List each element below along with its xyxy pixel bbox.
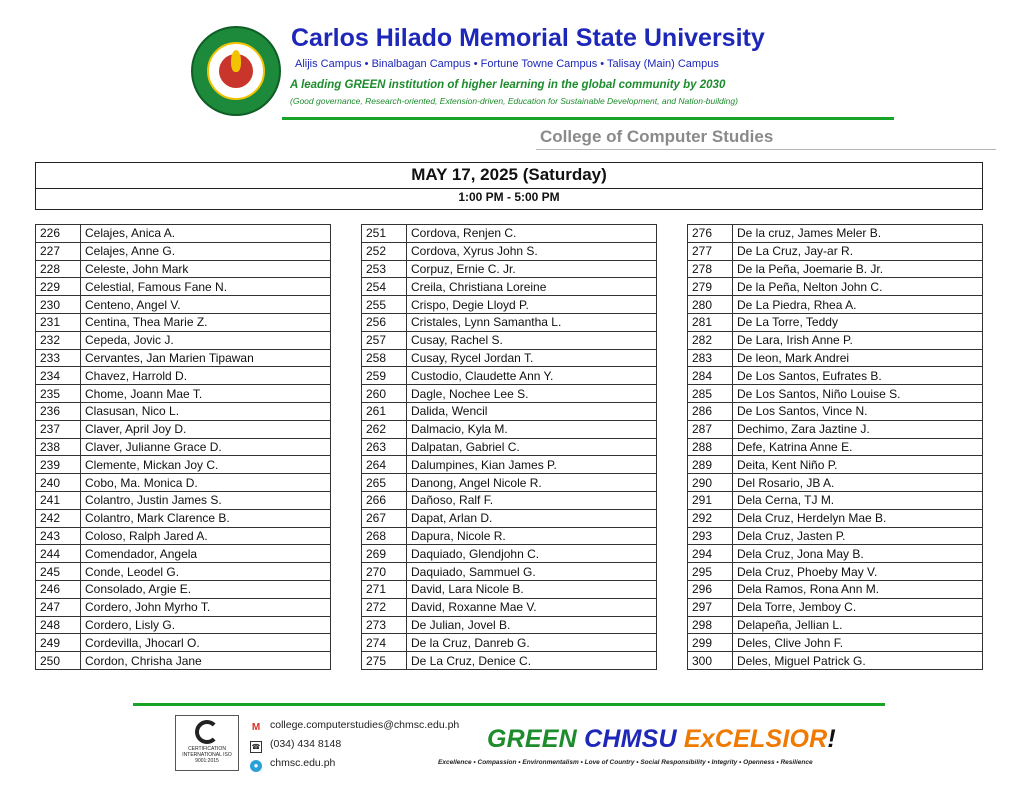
row-number: 244 <box>36 545 81 563</box>
student-name: De Los Santos, Eufrates B. <box>733 367 983 385</box>
email-text: college.computerstudies@chmsc.edu.ph <box>270 719 460 731</box>
student-name: Dalumpines, Kian James P. <box>407 456 657 474</box>
table-row <box>362 474 657 492</box>
student-name: Celestial, Famous Fane N. <box>81 278 331 296</box>
slogan-chmsu: CHMSU <box>584 725 684 753</box>
table-row <box>36 438 331 456</box>
table-row <box>36 652 331 670</box>
student-name: David, Lara Nicole B. <box>407 580 657 598</box>
row-number: 260 <box>362 385 407 403</box>
table-row <box>362 652 657 670</box>
table-row <box>362 438 657 456</box>
student-name: Centina, Thea Marie Z. <box>81 313 331 331</box>
student-name: Colantro, Justin James S. <box>81 491 331 509</box>
row-number: 282 <box>688 331 733 349</box>
row-number: 249 <box>36 634 81 652</box>
row-number: 236 <box>36 402 81 420</box>
schedule-time: 1:00 PM - 5:00 PM <box>458 190 560 204</box>
row-number: 240 <box>36 474 81 492</box>
table-row <box>36 634 331 652</box>
student-name: Cordova, Xyrus John S. <box>407 242 657 260</box>
row-number: 278 <box>688 260 733 278</box>
student-name: Claver, April Joy D. <box>81 420 331 438</box>
table-row <box>362 225 657 243</box>
row-number: 270 <box>362 563 407 581</box>
table-row <box>688 474 983 492</box>
student-name: Dagle, Nochee Lee S. <box>407 385 657 403</box>
row-number: 265 <box>362 474 407 492</box>
row-number: 291 <box>688 491 733 509</box>
table-row <box>688 438 983 456</box>
table-row <box>36 598 331 616</box>
contact-email[interactable] <box>250 719 459 734</box>
student-name: Deles, Miguel Patrick G. <box>733 652 983 670</box>
student-name: Daquiado, Glendjohn C. <box>407 545 657 563</box>
college-name: College of Computer Studies <box>540 127 774 146</box>
table-row <box>362 527 657 545</box>
student-name: Cordero, Lisly G. <box>81 616 331 634</box>
row-number: 296 <box>688 580 733 598</box>
row-number: 268 <box>362 527 407 545</box>
row-number: 292 <box>688 509 733 527</box>
row-number: 245 <box>36 563 81 581</box>
student-name: Claver, Julianne Grace D. <box>81 438 331 456</box>
student-name: De Los Santos, Vince N. <box>733 402 983 420</box>
student-name: De Los Santos, Niño Louise S. <box>733 385 983 403</box>
student-name: Cristales, Lynn Samantha L. <box>407 313 657 331</box>
row-number: 253 <box>362 260 407 278</box>
table-row <box>362 634 657 652</box>
row-number: 228 <box>36 260 81 278</box>
table-row <box>36 278 331 296</box>
slogan <box>487 725 836 754</box>
student-name: Dela Cruz, Jona May B. <box>733 545 983 563</box>
student-name: Clasusan, Nico L. <box>81 402 331 420</box>
row-number: 261 <box>362 402 407 420</box>
student-name: Dela Cruz, Phoeby May V. <box>733 563 983 581</box>
table-row <box>36 563 331 581</box>
row-number: 246 <box>36 580 81 598</box>
student-name: Cordon, Chrisha Jane <box>81 652 331 670</box>
table-row <box>688 563 983 581</box>
slogan-exclamation: ! <box>827 725 836 753</box>
row-number: 297 <box>688 598 733 616</box>
website-text: chmsc.edu.ph <box>270 757 336 769</box>
table-row <box>36 545 331 563</box>
table-row <box>688 225 983 243</box>
schedule-header-box <box>35 162 983 210</box>
row-number: 242 <box>36 509 81 527</box>
table-row <box>362 296 657 314</box>
row-number: 256 <box>362 313 407 331</box>
table-row <box>362 545 657 563</box>
row-number: 237 <box>36 420 81 438</box>
student-name: Corpuz, Ernie C. Jr. <box>407 260 657 278</box>
table-row <box>688 278 983 296</box>
student-name: Conde, Leodel G. <box>81 563 331 581</box>
table-row <box>688 296 983 314</box>
table-row <box>688 402 983 420</box>
page-header <box>0 0 1024 146</box>
table-row <box>688 420 983 438</box>
student-name: De leon, Mark Andrei <box>733 349 983 367</box>
slogan-green: GREEN <box>487 725 585 753</box>
student-name: Cusay, Rycel Jordan T. <box>407 349 657 367</box>
row-number: 259 <box>362 367 407 385</box>
row-number: 250 <box>36 652 81 670</box>
slogan-excelsior: ExCELSIOR <box>683 725 828 753</box>
row-number: 294 <box>688 545 733 563</box>
schedule-divider <box>36 188 982 189</box>
student-name: Cordova, Renjen C. <box>407 225 657 243</box>
student-name: Deles, Clive John F. <box>733 634 983 652</box>
row-number: 247 <box>36 598 81 616</box>
header-divider <box>282 117 894 120</box>
table-row <box>36 474 331 492</box>
row-number: 263 <box>362 438 407 456</box>
student-name: Dela Torre, Jemboy C. <box>733 598 983 616</box>
table-row <box>362 598 657 616</box>
student-name: Celajes, Anne G. <box>81 242 331 260</box>
table-row <box>362 367 657 385</box>
student-name: Celeste, John Mark <box>81 260 331 278</box>
student-name: De La Cruz, Denice C. <box>407 652 657 670</box>
student-name: Cusay, Rachel S. <box>407 331 657 349</box>
table-row <box>688 456 983 474</box>
table-row <box>688 331 983 349</box>
table-row <box>36 402 331 420</box>
student-name: Cobo, Ma. Monica D. <box>81 474 331 492</box>
table-row <box>36 367 331 385</box>
table-row <box>688 367 983 385</box>
row-number: 233 <box>36 349 81 367</box>
student-name: De la Peña, Joemarie B. Jr. <box>733 260 983 278</box>
student-name: Dapat, Arlan D. <box>407 509 657 527</box>
table-row <box>36 491 331 509</box>
table-row <box>36 616 331 634</box>
table-row <box>688 634 983 652</box>
student-name: De La Piedra, Rhea A. <box>733 296 983 314</box>
table-row <box>688 385 983 403</box>
globe-icon: ● <box>250 760 262 772</box>
row-number: 257 <box>362 331 407 349</box>
student-name: Dalpatan, Gabriel C. <box>407 438 657 456</box>
row-number: 298 <box>688 616 733 634</box>
student-name: Danong, Angel Nicole R. <box>407 474 657 492</box>
student-name: David, Roxanne Mae V. <box>407 598 657 616</box>
row-number: 276 <box>688 225 733 243</box>
campus-list: Alijis Campus • Binalbagan Campus • Fortune Towne Campus • Talisay (Main) Campus <box>295 58 719 70</box>
table-row <box>362 260 657 278</box>
table-row <box>362 385 657 403</box>
table-row <box>36 385 331 403</box>
table-row <box>362 331 657 349</box>
table-row <box>36 420 331 438</box>
table-row <box>362 509 657 527</box>
vision-tagline: A leading GREEN institution of higher learning in the global community by 2030 <box>290 79 726 91</box>
row-number: 255 <box>362 296 407 314</box>
table-row <box>688 580 983 598</box>
student-name: Del Rosario, JB A. <box>733 474 983 492</box>
table-row <box>688 349 983 367</box>
seal-inner-ring <box>207 42 265 100</box>
student-name: De la Cruz, Danreb G. <box>407 634 657 652</box>
table-row <box>36 580 331 598</box>
college-underline <box>536 149 996 150</box>
certification-text: CERTIFICATION INTERNATIONAL ISO 9001:2015 <box>182 746 232 764</box>
row-number: 284 <box>688 367 733 385</box>
student-name: Crispo, Degie Lloyd P. <box>407 296 657 314</box>
row-number: 286 <box>688 402 733 420</box>
row-number: 251 <box>362 225 407 243</box>
student-name: Centeno, Angel V. <box>81 296 331 314</box>
table-row <box>362 456 657 474</box>
table-row <box>36 456 331 474</box>
row-number: 238 <box>36 438 81 456</box>
row-number: 277 <box>688 242 733 260</box>
row-number: 300 <box>688 652 733 670</box>
table-row <box>362 242 657 260</box>
student-name: Delapeña, Jellian L. <box>733 616 983 634</box>
row-number: 279 <box>688 278 733 296</box>
contact-phone[interactable] <box>250 738 341 753</box>
vision-subtagline: (Good governance, Research-oriented, Extension-driven, Education for Sustainable Development, and Nation-building) <box>290 96 738 106</box>
student-name: De la cruz, James Meler B. <box>733 225 983 243</box>
table-row <box>36 242 331 260</box>
student-name: Celajes, Anica A. <box>81 225 331 243</box>
university-seal-logo <box>191 26 281 116</box>
mail-icon: M <box>251 722 261 733</box>
seal-flame-icon <box>231 50 241 72</box>
phone-text: (034) 434 8148 <box>270 738 342 750</box>
row-number: 241 <box>36 491 81 509</box>
row-number: 285 <box>688 385 733 403</box>
table-row <box>36 509 331 527</box>
row-number: 287 <box>688 420 733 438</box>
table-row <box>36 331 331 349</box>
row-number: 229 <box>36 278 81 296</box>
row-number: 271 <box>362 580 407 598</box>
row-number: 254 <box>362 278 407 296</box>
roster-table-3 <box>687 224 983 670</box>
student-name: Cervantes, Jan Marien Tipawan <box>81 349 331 367</box>
table-row <box>36 313 331 331</box>
table-row <box>688 313 983 331</box>
student-name: Dela Cerna, TJ M. <box>733 491 983 509</box>
student-name: De la Peña, Nelton John C. <box>733 278 983 296</box>
row-number: 283 <box>688 349 733 367</box>
table-row <box>688 598 983 616</box>
core-values: Excellence • Compassion • Environmentalism • Love of Country • Social Responsibility • Integrity • Openness • Resilience <box>438 759 813 766</box>
certification-ring-icon <box>195 720 219 744</box>
row-number: 262 <box>362 420 407 438</box>
roster-table-2 <box>361 224 657 670</box>
row-number: 243 <box>36 527 81 545</box>
table-row <box>688 545 983 563</box>
table-row <box>362 616 657 634</box>
footer-divider <box>133 703 885 706</box>
student-name: De La Cruz, Jay-ar R. <box>733 242 983 260</box>
student-name: Dechimo, Zara Jaztine J. <box>733 420 983 438</box>
student-name: Cordero, John Myrho T. <box>81 598 331 616</box>
student-name: De Lara, Irish Anne P. <box>733 331 983 349</box>
row-number: 226 <box>36 225 81 243</box>
row-number: 290 <box>688 474 733 492</box>
student-name: De La Torre, Teddy <box>733 313 983 331</box>
iso-certification-badge <box>175 715 239 771</box>
row-number: 227 <box>36 242 81 260</box>
student-name: Dela Ramos, Rona Ann M. <box>733 580 983 598</box>
row-number: 275 <box>362 652 407 670</box>
row-number: 248 <box>36 616 81 634</box>
student-name: Dalmacio, Kyla M. <box>407 420 657 438</box>
row-number: 280 <box>688 296 733 314</box>
table-row <box>36 225 331 243</box>
student-name: Dela Cruz, Herdelyn Mae B. <box>733 509 983 527</box>
table-row <box>362 278 657 296</box>
student-name: Deita, Kent Niño P. <box>733 456 983 474</box>
table-row <box>36 260 331 278</box>
table-row <box>36 527 331 545</box>
student-name: Chavez, Harrold D. <box>81 367 331 385</box>
student-name: Daquiado, Sammuel G. <box>407 563 657 581</box>
phone-icon: ☎ <box>250 741 262 753</box>
roster-table-1 <box>35 224 331 670</box>
university-name: Carlos Hilado Memorial State University <box>291 24 765 52</box>
row-number: 264 <box>362 456 407 474</box>
row-number: 272 <box>362 598 407 616</box>
student-name: Dapura, Nicole R. <box>407 527 657 545</box>
row-number: 230 <box>36 296 81 314</box>
row-number: 273 <box>362 616 407 634</box>
student-name: Dañoso, Ralf F. <box>407 491 657 509</box>
table-row <box>688 242 983 260</box>
table-row <box>688 527 983 545</box>
student-name: Coloso, Ralph Jared A. <box>81 527 331 545</box>
row-number: 269 <box>362 545 407 563</box>
table-row <box>688 491 983 509</box>
row-number: 232 <box>36 331 81 349</box>
row-number: 295 <box>688 563 733 581</box>
student-name: Custodio, Claudette Ann Y. <box>407 367 657 385</box>
table-row <box>36 349 331 367</box>
student-name: Consolado, Argie E. <box>81 580 331 598</box>
student-name: Cepeda, Jovic J. <box>81 331 331 349</box>
row-number: 258 <box>362 349 407 367</box>
table-row <box>688 260 983 278</box>
row-number: 267 <box>362 509 407 527</box>
row-number: 293 <box>688 527 733 545</box>
student-name: Cordevilla, Jhocarl O. <box>81 634 331 652</box>
student-name: Dalida, Wencil <box>407 402 657 420</box>
row-number: 235 <box>36 385 81 403</box>
student-name: Chome, Joann Mae T. <box>81 385 331 403</box>
row-number: 234 <box>36 367 81 385</box>
student-name: Clemente, Mickan Joy C. <box>81 456 331 474</box>
row-number: 239 <box>36 456 81 474</box>
table-row <box>362 580 657 598</box>
student-name: Colantro, Mark Clarence B. <box>81 509 331 527</box>
table-row <box>36 296 331 314</box>
student-name: Comendador, Angela <box>81 545 331 563</box>
student-name: Defe, Katrina Anne E. <box>733 438 983 456</box>
contact-website[interactable] <box>250 757 335 772</box>
table-row <box>362 349 657 367</box>
row-number: 289 <box>688 456 733 474</box>
table-row <box>362 563 657 581</box>
row-number: 299 <box>688 634 733 652</box>
table-row <box>362 402 657 420</box>
table-row <box>362 420 657 438</box>
table-row <box>362 313 657 331</box>
student-name: De Julian, Jovel B. <box>407 616 657 634</box>
student-name: Dela Cruz, Jasten P. <box>733 527 983 545</box>
table-row <box>688 509 983 527</box>
row-number: 281 <box>688 313 733 331</box>
student-name: Creila, Christiana Loreine <box>407 278 657 296</box>
row-number: 274 <box>362 634 407 652</box>
row-number: 252 <box>362 242 407 260</box>
table-row <box>362 491 657 509</box>
row-number: 231 <box>36 313 81 331</box>
row-number: 288 <box>688 438 733 456</box>
schedule-date: MAY 17, 2025 (Saturday) <box>411 165 607 184</box>
row-number: 266 <box>362 491 407 509</box>
table-row <box>688 652 983 670</box>
table-row <box>688 616 983 634</box>
